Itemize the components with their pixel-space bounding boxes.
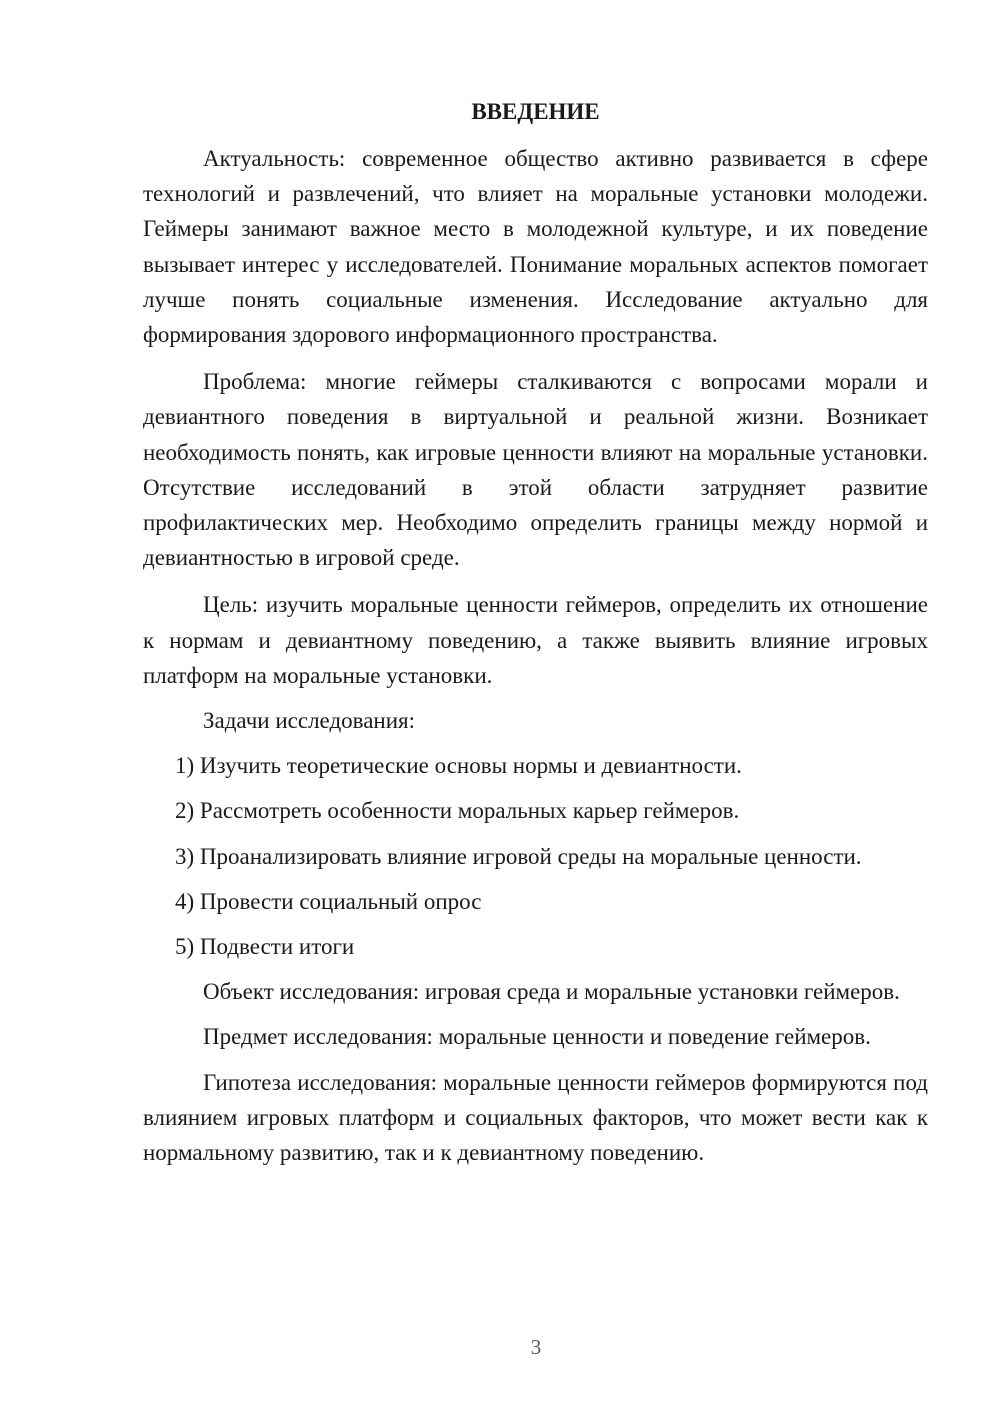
paragraph-actuality: Актуальность: современное общество активно развивается в сфере технологий и развлечений, что влияет на моральные установки молодежи. Геймеры занимают важное место в молодежной культуре, и их поведение вызывает интерес у исследователей. Понимание моральных аспектов помогает лучше понять социальные изменения. Исследование актуально для формирования здорового информационного пространства. — [143, 146, 928, 348]
page-title: ВВЕДЕНИЕ — [471, 99, 600, 124]
list-item: 5) Подвести итоги — [175, 933, 355, 959]
paragraph-hypothesis: Гипотеза исследования: моральные ценности геймеров формируются под влиянием игровых платформ и социальных факторов, что может вести как к нормальному развитию, так и к девиантному поведению. — [143, 1069, 928, 1165]
paragraph-object: Объект исследования: игровая среда и моральные установки геймеров. — [203, 979, 900, 1005]
page-number: 3 — [530, 1335, 542, 1359]
paragraph-subject: Предмет исследования: моральные ценности и поведение геймеров. — [203, 1024, 871, 1050]
document-body — [143, 94, 928, 1182]
tasks-heading: Задачи исследования: — [203, 708, 416, 734]
paragraph-problem: Проблема: многие геймеры сталкиваются с вопросами морали и девиантного поведения в виртуальной и реальной жизни. Возникает необходимость понять, как игровые ценности влияют на моральные установки. Отсутствие исследований в этой области затрудняет развитие профилактических мер. Необходимо определить границы между нормой и девиантностью в игровой среде. — [143, 369, 928, 571]
list-item: 3) Проанализировать влияние игровой среды на моральные ценности. — [175, 843, 862, 869]
list-item: 2) Рассмотреть особенности моральных карьер геймеров. — [175, 798, 740, 824]
paragraph-goal: Цель: изучить моральные ценности геймеров, определить их отношение к нормам и девиантному поведению, а также выявить влияние игровых платформ на моральные установки. — [143, 592, 928, 688]
tasks-list — [143, 748, 928, 974]
list-item: 4) Провести социальный опрос — [175, 888, 482, 914]
list-item: 1) Изучить теоретические основы нормы и девиантности. — [175, 753, 742, 779]
